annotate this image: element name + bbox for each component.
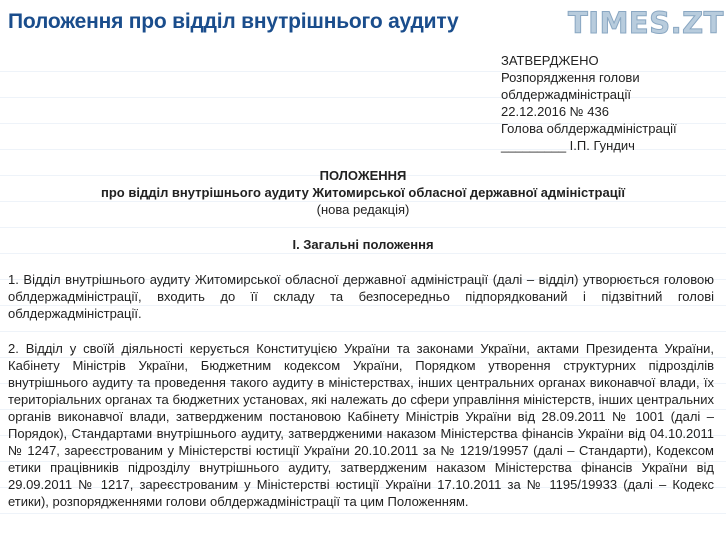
approval-block [501,52,721,154]
document-title: ПОЛОЖЕННЯ [319,168,407,183]
document-subtitle: про відділ внутрішнього аудиту Житомирської обласної державної адміністрації [101,185,625,200]
approval-line: _________ І.П. Гундич [501,138,635,153]
approval-line: 22.12.2016 № 436 [501,104,609,119]
approval-line: облдержадміністрації [501,87,631,102]
section-title: І. Загальні положення [292,237,434,252]
page-title: Положення про відділ внутрішнього аудиту [8,10,459,33]
document-edition: (нова редакція) [316,202,410,217]
paragraph-1: 1. Відділ внутрішнього аудиту Житомирської обласної державної адміністрації (далі – відділ) утворюється головою облдержадміністрації, входить до її складу та безпосередньо підпорядкований і підзвітний голові облдержадміністрації. [8,272,714,321]
approval-line: Розпорядження голови [501,70,640,85]
banner [0,0,726,46]
paragraph-2: 2. Відділ у своїй діяльності керується Конституцією України та законами України, актами Президента України, Кабінету Міністрів України, Бюджетним кодексом України, Порядком утворення структурних підрозділів внутрішнього аудиту та проведення такого аудиту в міністерствах, інших центральних органах виконавчої влади, їх територіальних органах та бюджетних установах, які належать до сфери управління міністерств, інших центральних органів виконавчої влади, затвердженим постановою Кабінету Міністрів України від 28.09.2011 № 1001 (далі – Порядок), Стандартами внутрішнього аудиту, затвердженими наказом Міністерства фінансів України від 04.10.2011 № 1247, зареєстрованим у Міністерстві юстиції України 20.10.2011 за № 1219/19957 (далі – Стандарти), Кодексом етики працівників підрозділу внутрішнього аудиту, затвердженим наказом Міністерства фінансів України від 29.09.2011 № 1217, зареєстрованим у Міністерстві юстиції України 17.10.2011 за № 1195/19933 (далі – Кодекс етики), розпорядженнями голови облдержадміністрації та цим Положенням. [8,341,714,509]
site-logo[interactable] [568,4,724,42]
approval-line: ЗАТВЕРДЖЕНО [501,53,599,68]
logo-text: TIMES.ZT [568,6,724,40]
approval-line: Голова облдержадміністрації [501,121,677,136]
document-heading [0,167,726,218]
